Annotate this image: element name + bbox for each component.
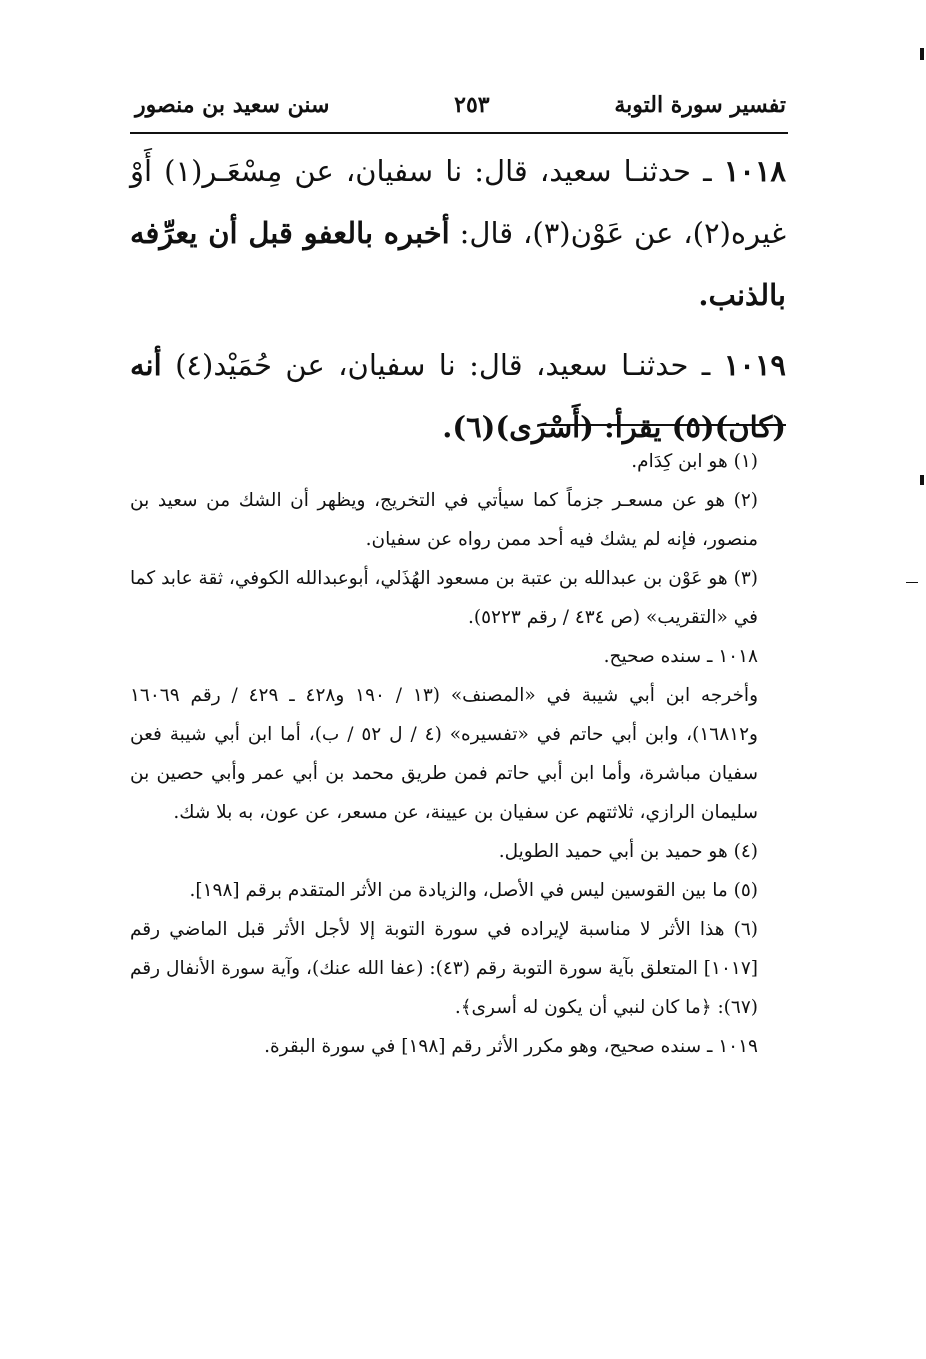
hadith-number: ١٠١٨ <box>723 154 787 188</box>
footnote-6: (٦) هذا الأثر لا مناسبة لإيراده في سورة التوبة إلا لأجل الأثر قبل الماضي رقم [١٠١٧] المتعلق بآية سورة التوبة رقم (٤٣): (عفا الله عنك)، وآية سورة الأنفال رقم (٦٧): ﴿ما كان لنبي أن يكون له أسرى﴾. <box>130 919 758 1018</box>
footnote-3: (٣) هو عَوْن بن عبدالله بن عتبة بن مسعود الهُذَلي، أبوعبدالله الكوفي، ثقة عابد كما في «التقريب» (ص ٤٣٤ / رقم ٥٢٢٣). <box>130 568 758 628</box>
footnote-5: (٥) ما بين القوسين ليس في الأصل، والزيادة من الأثر المتقدم برقم [١٩٨]. <box>189 880 758 901</box>
scan-mark <box>920 475 924 485</box>
main-text <box>130 140 786 466</box>
running-header <box>135 85 786 125</box>
takhrij-1019: ١٠١٩ ـ سنده صحيح، وهو مكرر الأثر رقم [١٩٨] في سورة البقرة. <box>264 1036 758 1057</box>
scan-mark <box>906 582 918 583</box>
footnote-1: (١) هو ابن كِدَام. <box>631 451 758 472</box>
footnote-4: (٤) هو حميد بن أبي حميد الطويل. <box>498 841 758 862</box>
hadith-text: حدثنـا سعيد، قال: نا سفيان، عن مِسْعَـر(١) أَوْ غيره(٢)، عن عَوْن(٣)، قال: <box>130 154 786 250</box>
footnotes <box>130 442 786 1066</box>
footnote-separator <box>538 424 786 426</box>
takhrij-1018-heading: ١٠١٨ ـ سنده صحيح. <box>603 646 758 667</box>
header-rule <box>130 132 788 134</box>
hadith-matn: أخبره بالعفو قبل أن يعرِّفه بالذنب. <box>130 216 786 312</box>
footnote-2: (٢) هو عن مسعـر جزماً كما سيأتي في التخريج، ويظهر أن الشك من سعيد بن منصور، فإنه لم يشك فيه أحد ممن رواه عن سفيان. <box>130 490 758 550</box>
hadith-number: ١٠١٩ <box>723 348 786 382</box>
hadith-1018: ١٠١٨ ـ حدثنـا سعيد، قال: نا سفيان، عن مِسْعَـر(١) أَوْ غيره(٢)، عن عَوْن(٣)، قال: أخبره بالعفو قبل أن يعرِّفه بالذنب. <box>130 154 787 312</box>
hadith-text: حدثنـا سعيد، قال: نا سفيان، عن حُمَيْد(٤) <box>175 348 689 382</box>
scan-mark <box>920 48 924 60</box>
header-book-title: سنن سعيد بن منصور <box>135 92 330 118</box>
takhrij-1018-body: وأخرجه ابن أبي شيبة في «المصنف» (١٣ / ١٩٠ و٤٢٨ ـ ٤٢٩ / رقم ١٦٠٦٩ و١٦٨١٢)، وابن أبي حاتم في «تفسيره» (٤ / ل ٥٢ / ب)، أما ابن أبي شيبة فعن سفيان مباشرة، وأما ابن أبي حاتم فمن طريق محمد بن أبي عمر وأبي حصين بن سليمان الرازي، ثلاثتهم عن سفيان بن عيينة، عن مسعر، عن عون، به بلا شك. <box>130 685 759 823</box>
hadith-1019: ١٠١٩ ـ حدثنـا سعيد، قال: نا سفيان، عن حُمَيْد(٤) أنه (كان)(٥) يقرأ: (أَسْرَى)(٦). <box>130 348 786 444</box>
hadith-matn: أنه (كان)(٥) يقرأ: (أَسْرَى)(٦). <box>130 348 786 444</box>
header-chapter-title: تفسير سورة التوبة <box>614 92 786 118</box>
page-number: ٢٥٣ <box>454 92 490 118</box>
